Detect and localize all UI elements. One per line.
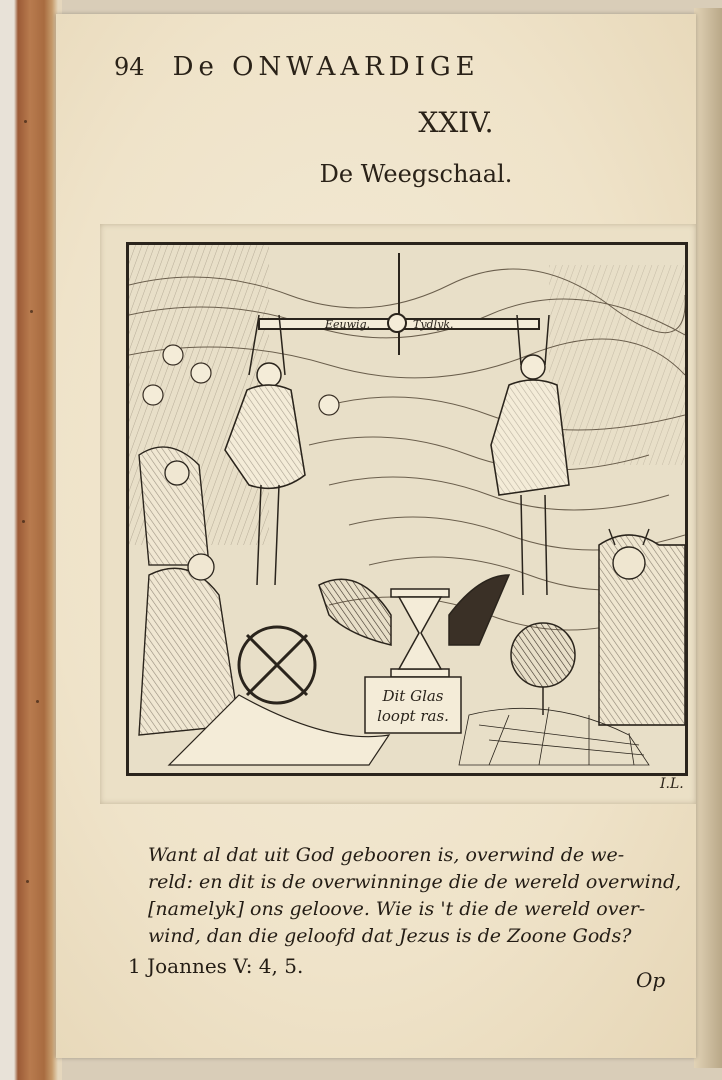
scale-label-temporal: Tydlyk. bbox=[413, 318, 454, 331]
foxing-spot bbox=[26, 880, 29, 883]
engraving-plate bbox=[126, 242, 688, 776]
foxing-spot bbox=[24, 120, 27, 123]
engraving-scene bbox=[129, 245, 685, 773]
page-number: 94 bbox=[114, 53, 145, 81]
foxing-spot bbox=[36, 700, 39, 703]
page-header bbox=[114, 52, 480, 82]
verse-line: reld: en dit is de overwinninge die de wereld overwind, bbox=[148, 871, 682, 893]
engraver-initials: I.L. bbox=[660, 776, 684, 792]
foxing-spot bbox=[30, 310, 33, 313]
verse-line: [namelyk] ons geloove. Wie is 't die de wereld over- bbox=[148, 898, 646, 920]
scale-label-eternal: Eeuwig. bbox=[325, 318, 371, 331]
bible-verse bbox=[148, 842, 688, 950]
foxing-spot bbox=[22, 520, 25, 523]
hourglass-caption-box bbox=[365, 677, 461, 733]
book-page bbox=[56, 14, 696, 1058]
catchword: Op bbox=[636, 968, 666, 992]
book-spine-leather bbox=[0, 0, 62, 1080]
verse-reference: 1 Joannes V: 4, 5. bbox=[128, 954, 304, 978]
verse-line: wind, dan die geloofd dat Jezus is de Zoone Gods? bbox=[148, 925, 632, 947]
running-head: De ONWAARDIGE bbox=[172, 52, 480, 82]
chapter-numeral: XXIV. bbox=[418, 106, 494, 139]
cloud-shading-right bbox=[549, 265, 685, 465]
page-fore-edge bbox=[694, 8, 722, 1068]
verse-line: Want al dat uit God gebooren is, overwind de we- bbox=[148, 844, 625, 866]
hourglass-caption-line2: loopt ras. bbox=[377, 707, 449, 725]
emblem-title: De Weegschaal. bbox=[319, 160, 513, 188]
hourglass-caption-line1: Dit Glas bbox=[382, 687, 444, 705]
devil-figure bbox=[599, 529, 685, 725]
